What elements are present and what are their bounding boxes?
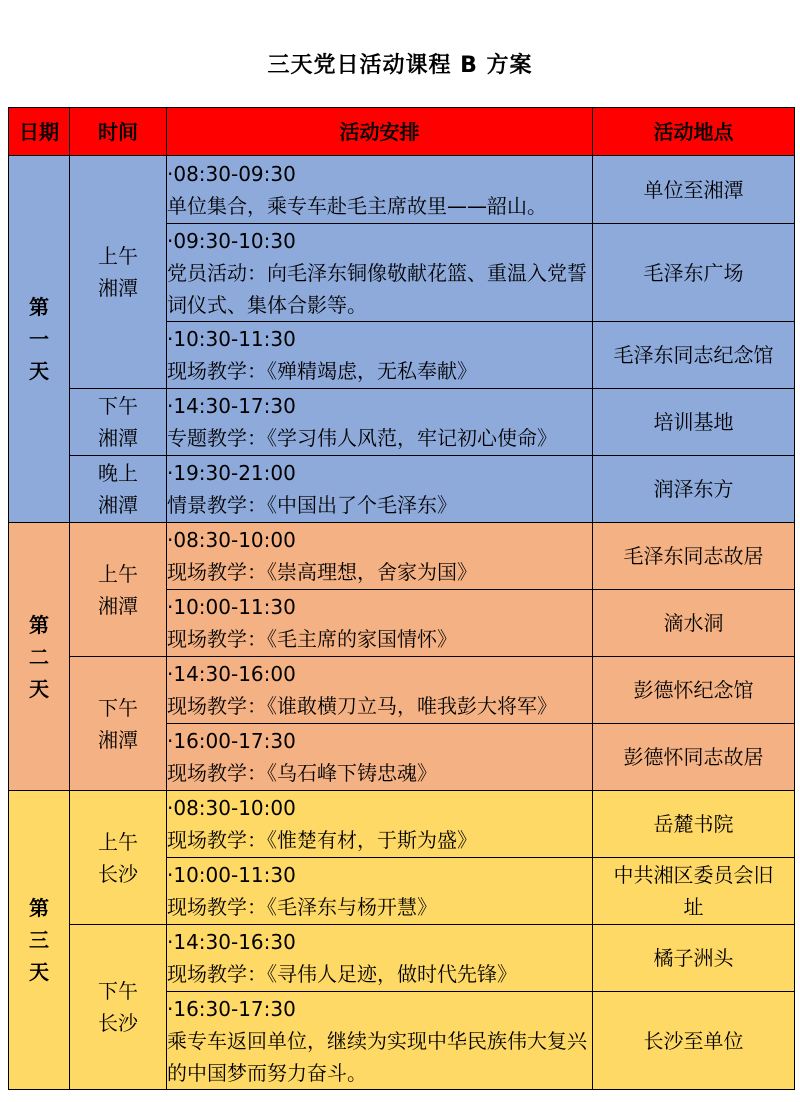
table-header-row xyxy=(9,108,795,156)
location-cell: 滴水洞 xyxy=(593,590,795,657)
table-row xyxy=(9,523,795,590)
location-cell: 单位至湘潭 xyxy=(593,156,795,224)
period-label: 下午 湘潭 xyxy=(70,389,167,456)
location-cell: 润泽东方 xyxy=(593,456,795,523)
location-cell: 橘子洲头 xyxy=(593,925,795,992)
activity-cell: ·16:00-17:30 现场教学：《乌石峰下铸忠魂》 xyxy=(167,724,593,791)
location-cell: 毛泽东同志纪念馆 xyxy=(593,322,795,389)
activity-cell: ·08:30-10:00 现场教学：《惟楚有材，于斯为盛》 xyxy=(167,791,593,858)
period-label: 上午 长沙 xyxy=(70,791,167,925)
header-date: 日期 xyxy=(9,108,70,156)
period-label: 上午 湘潭 xyxy=(70,156,167,389)
location-cell: 彭德怀纪念馆 xyxy=(593,657,795,724)
activity-cell: ·08:30-09:30 单位集合，乘专车赴毛主席故里——韶山。 xyxy=(167,156,593,224)
activity-cell: ·14:30-16:30 现场教学：《寻伟人足迹，做时代先锋》 xyxy=(167,925,593,992)
day-label: 第 二 天 xyxy=(9,523,70,791)
table-row xyxy=(9,657,795,724)
day-label: 第 三 天 xyxy=(9,791,70,1090)
activity-cell: ·14:30-16:00 现场教学：《谁敢横刀立马，唯我彭大将军》 xyxy=(167,657,593,724)
header-location: 活动地点 xyxy=(593,108,795,156)
table-row xyxy=(9,456,795,523)
table-row xyxy=(9,156,795,224)
location-cell: 毛泽东广场 xyxy=(593,224,795,322)
activity-cell: ·19:30-21:00 情景教学：《中国出了个毛泽东》 xyxy=(167,456,593,523)
activity-cell: ·09:30-10:30 党员活动：向毛泽东铜像敬献花篮、重温入党誓词仪式、集体合影等。 xyxy=(167,224,593,322)
period-label: 晚上 湘潭 xyxy=(70,456,167,523)
table-row xyxy=(9,389,795,456)
table-row xyxy=(9,925,795,992)
header-time: 时间 xyxy=(70,108,167,156)
location-cell: 长沙至单位 xyxy=(593,992,795,1090)
period-label: 下午 湘潭 xyxy=(70,657,167,791)
location-cell: 岳麓书院 xyxy=(593,791,795,858)
schedule-table xyxy=(8,107,795,1090)
activity-cell: ·16:30-17:30 乘专车返回单位，继续为实现中华民族伟大复兴的中国梦而努力奋斗。 xyxy=(167,992,593,1090)
period-label: 下午 长沙 xyxy=(70,925,167,1090)
activity-cell: ·10:00-11:30 现场教学：《毛主席的家国情怀》 xyxy=(167,590,593,657)
day-label: 第 一 天 xyxy=(9,156,70,523)
activity-cell: ·10:30-11:30 现场教学：《殚精竭虑，无私奉献》 xyxy=(167,322,593,389)
location-cell: 毛泽东同志故居 xyxy=(593,523,795,590)
page-title: 三天党日活动课程 B 方案 xyxy=(267,53,533,78)
location-cell: 培训基地 xyxy=(593,389,795,456)
activity-cell: ·10:00-11:30 现场教学：《毛泽东与杨开慧》 xyxy=(167,858,593,925)
location-cell: 彭德怀同志故居 xyxy=(593,724,795,791)
location-cell: 中共湘区委员会旧址 xyxy=(593,858,795,925)
header-activity: 活动安排 xyxy=(167,108,593,156)
period-label: 上午 湘潭 xyxy=(70,523,167,657)
activity-cell: ·14:30-17:30 专题教学：《学习伟人风范，牢记初心使命》 xyxy=(167,389,593,456)
table-row xyxy=(9,791,795,858)
activity-cell: ·08:30-10:00 现场教学：《崇高理想，舍家为国》 xyxy=(167,523,593,590)
